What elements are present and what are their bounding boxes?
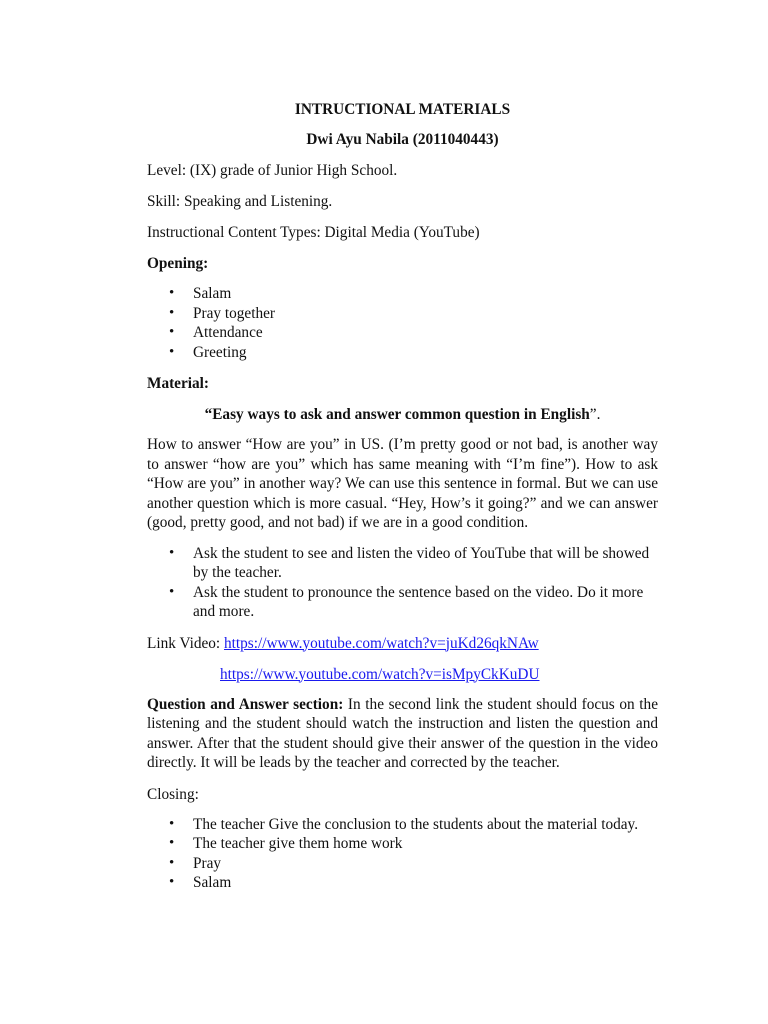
document-page <box>147 100 658 904</box>
bullet-icon: • <box>169 583 175 600</box>
opening-heading: Opening: <box>147 255 209 272</box>
bullet-icon: • <box>169 304 175 321</box>
bullet-icon: • <box>169 815 175 832</box>
list-item: • Salam <box>169 874 232 891</box>
list-item: • Pray together <box>169 304 275 322</box>
qa-heading: Question and Answer section: <box>147 695 344 713</box>
material-paragraph: How to answer “How are you” in US. (I’m pretty good or not bad, is another way to answer “how are you” which has same meaning with “I’m fine”). How to ask “How are you” in another way? We can use this sentence in formal. But we can use another question which is more casual. “Hey, How’s it going?” and we can answer (good, pretty good, and not bad) if we are in a good condition. <box>147 436 658 531</box>
list-item: • Pray <box>169 854 222 872</box>
level-line: Level: (IX) grade of Junior High School. <box>147 162 398 179</box>
bullet-icon: • <box>169 544 175 561</box>
closing-heading: Closing: <box>147 785 199 803</box>
bullet-icon: • <box>169 343 175 360</box>
list-item: • The teacher Give the conclusion to the students about the material today. <box>169 815 639 833</box>
video-link-1[interactable]: https://www.youtube.com/watch?v=juKd26qkNAw <box>223 634 539 652</box>
opening-list <box>147 284 658 362</box>
list-item: • Ask the student to pronounce the sentence based on the video. Do it more and more. <box>169 583 644 620</box>
link-label: Link Video: <box>147 634 224 652</box>
bullet-icon: • <box>169 874 175 890</box>
list-item: • Attendance <box>169 324 263 341</box>
qa-paragraph: Question and Answer section: In the second link the student should focus on the listening and the student should watch the instruction and listen the question and answer. After that the student should give their answer of the question in the video directly. It will be leads by the teacher and corrected by the teacher. <box>147 695 658 771</box>
material-list <box>147 544 658 622</box>
closing-list <box>147 815 658 893</box>
document-title: INTRUCTIONAL MATERIALS <box>294 101 511 118</box>
bullet-icon: • <box>169 835 175 851</box>
material-heading: Material: <box>147 375 210 392</box>
list-item: • The teacher give them home work <box>169 835 403 852</box>
list-item: • Greeting <box>169 343 247 361</box>
bullet-icon: • <box>169 854 175 871</box>
skill-line: Skill: Speaking and Listening. <box>147 193 333 210</box>
link-video-line-2 <box>147 664 658 685</box>
bullet-icon: • <box>169 324 175 340</box>
list-item: • Ask the student to see and listen the video of YouTube that will be showed by the teacher. <box>169 544 650 581</box>
video-link-2[interactable]: https://www.youtube.com/watch?v=isMpyCkKuDU <box>220 665 540 683</box>
material-title: “Easy ways to ask and answer common question in English”. <box>204 406 601 423</box>
content-types-line: Instructional Content Types: Digital Media (YouTube) <box>147 224 480 241</box>
link-video-line <box>147 633 658 654</box>
author-line: Dwi Ayu Nabila (2011040443) <box>306 131 499 148</box>
list-item: • Salam <box>169 285 232 302</box>
bullet-icon: • <box>169 285 175 301</box>
